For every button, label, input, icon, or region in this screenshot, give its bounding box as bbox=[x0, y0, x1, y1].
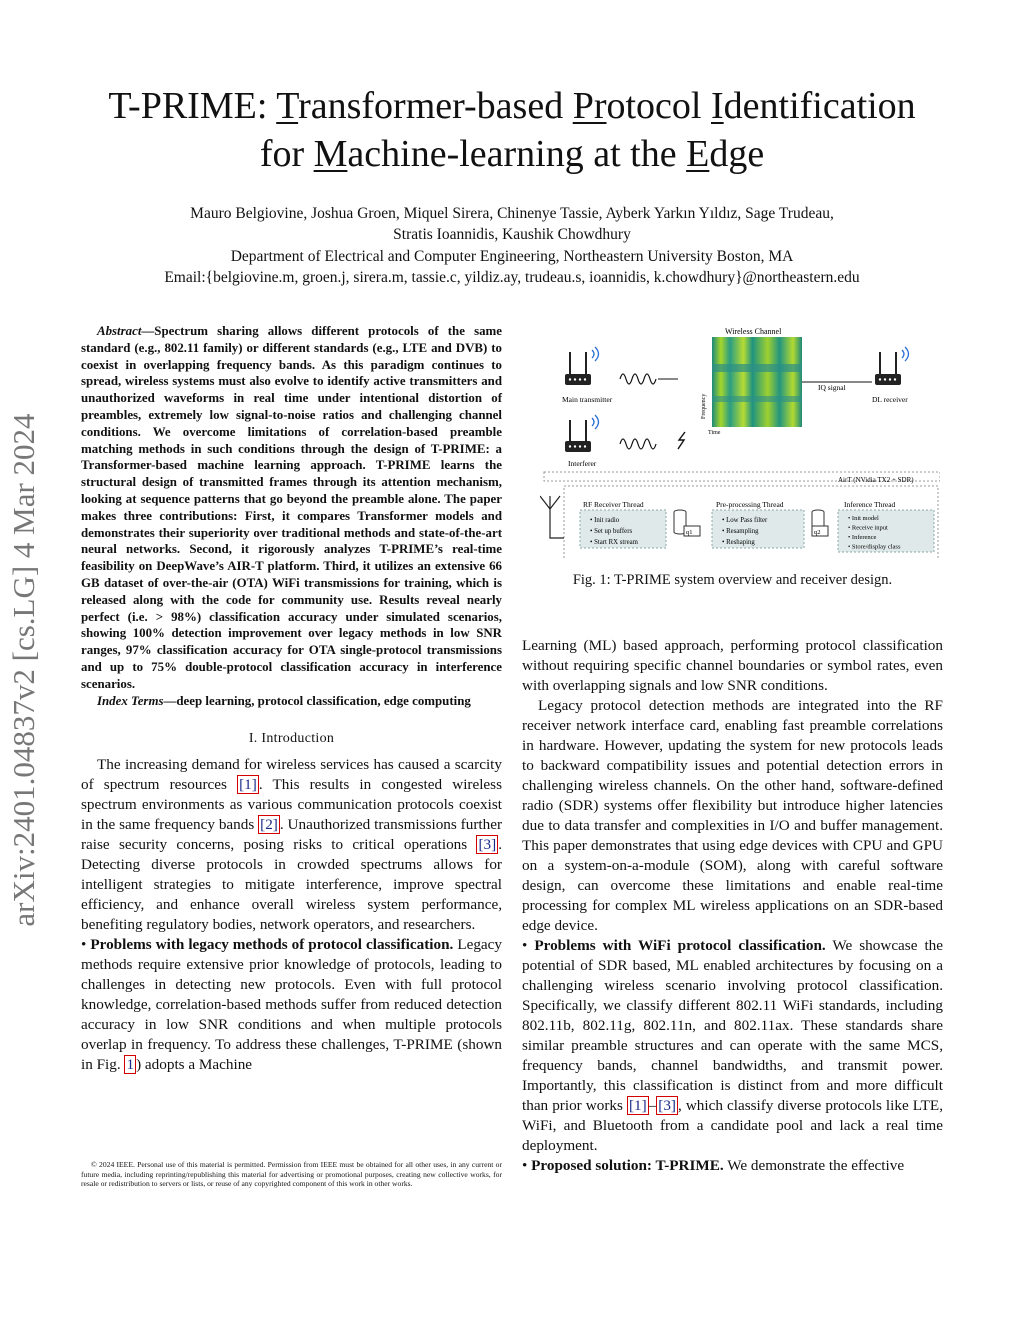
airt-label: AirT (NVidia TX2 + SDR) bbox=[838, 476, 914, 484]
bullet-paragraph bbox=[522, 936, 943, 1156]
thread-item: • Store/display class bbox=[848, 543, 901, 551]
title-text: E bbox=[686, 133, 710, 175]
author-list bbox=[60, 203, 964, 245]
title-text: dge bbox=[709, 133, 765, 175]
left-column bbox=[81, 323, 502, 1075]
paragraph: Legacy protocol detection methods are integrated into the RF receiver network interface card, enabling fast preamble correlations in hardware. However, updating the system for new protocols leads to backward compatibility issues and potential detection errors in challenging wireless channels. On the other hand, software-defined radio (SDR) systems offer flexibility but introduce higher latencies due to data transfer and complexities in I/O and buffer management. This paper demonstrates that using edge devices with CPU and GPU on a system-on-a-module (SOM), along with careful software design, can overcome these limitations and enable real-time processing for complex ML wireless applications on an SDR-based edge device. bbox=[522, 697, 943, 934]
index-terms-text: —deep learning, protocol classification, edge computing bbox=[163, 693, 471, 708]
thread-item: • Init model bbox=[848, 515, 879, 522]
bullet-paragraph bbox=[81, 935, 502, 1075]
affiliation: Department of Electrical and Computer Engineering, Northeastern University Boston, MA bbox=[230, 248, 794, 265]
bullet-heading: Problems with WiFi protocol classification. bbox=[534, 937, 826, 954]
title-text: Pr bbox=[572, 85, 607, 127]
citation-link[interactable]: [1] bbox=[239, 776, 257, 794]
thread-item: • Start RX stream bbox=[590, 539, 638, 546]
bullet-glyph: • bbox=[522, 1157, 528, 1174]
title-line-1 bbox=[60, 82, 964, 130]
email-line: Email:{belgiovine.m, groen.j, sirera.m, tassie.c, yildiz.ay, trudeau.s, ioannidis, k.chowdhury}@northeastern.edu bbox=[164, 269, 860, 286]
paragraph-text: . Unauthorized transmissions further raise security concerns, posing risks to critical operations bbox=[81, 816, 503, 854]
antenna-icon bbox=[540, 496, 564, 538]
copyright-notice bbox=[81, 1160, 502, 1189]
index-terms bbox=[81, 693, 502, 710]
queue-label: q2 bbox=[814, 529, 821, 536]
title-text: M bbox=[313, 133, 348, 175]
author-line: Mauro Belgiovine, Joshua Groen, Miquel Sirera, Chinenye Tassie, Ayberk Yarkın Yıldız, Sage Trudeau, bbox=[190, 205, 834, 222]
citation-link[interactable]: [2] bbox=[260, 816, 278, 834]
citation-link[interactable]: [1] bbox=[628, 1097, 647, 1114]
time-axis-label: Time bbox=[708, 430, 721, 436]
paragraph-text: Legacy methods require extensive prior knowledge of protocols, leading to challenges in detecting new protocols. Even with full protocol knowledge, correlation-based methods suffer from reduced detection accuracy in low SNR conditions and when multiple protocols overlap in frequency. To address these challenges, T-PRIME (shown in Fig. bbox=[81, 936, 503, 1074]
bullet-heading: Proposed solution: T-PRIME. bbox=[531, 1157, 724, 1174]
thread-title: Inference Thread bbox=[844, 500, 896, 509]
router-icon bbox=[875, 347, 909, 385]
queue-label: q1 bbox=[686, 529, 693, 536]
interferer-label: Interferer bbox=[568, 459, 597, 468]
bullet-glyph: • bbox=[522, 937, 528, 954]
title-text: achine-learning at the bbox=[347, 133, 687, 175]
lightning-icon bbox=[678, 432, 685, 449]
figure-caption: Fig. 1: T-PRIME system overview and receiver design. bbox=[572, 572, 893, 588]
index-terms-label: Index Terms bbox=[97, 693, 164, 708]
title-text: T-PRIME: bbox=[108, 85, 277, 127]
title-text: ransformer-based bbox=[298, 85, 573, 127]
title-text: T bbox=[276, 85, 299, 127]
thread-item: • Receive input bbox=[848, 524, 888, 532]
section-heading: I. Introduction bbox=[248, 731, 335, 747]
paragraph-text: . This results in congested wireless spectrum environments as various communication protocols coexist in the same frequency bands bbox=[81, 776, 502, 834]
title-text: otocol bbox=[606, 85, 711, 127]
copyright-text: © 2024 IEEE. Personal use of this material is permitted. Permission from IEEE must be obtained for all other uses, in any current or future media, including reprinting/republishing this material for advertising or promotional purposes, creating new collective works, for resale or redistribution to servers or lists, or reuse of any copyrighted component of this work in other works. bbox=[81, 1160, 502, 1188]
continued-paragraph: Learning (ML) based approach, performing protocol classification without requiring specific channel boundaries or symbol rates, even with overlapping signals and low SNR conditions. bbox=[522, 637, 943, 694]
abstract-text: —Spectrum sharing allows different protocols of the same standard (e.g., 802.11 family) or different standards (e.g., LTE and DVB) to coexist in overlapping frequency bands. As this paradigm continues to spread, wireless systems must also evolve to identify active transmitters and unauthorized waveforms in real time under intentional distortion of preambles, extremely low signal-to-noise ratios and challenging channel conditions. We overcome limitations of correlation-based preamble matching methods in such conditions through the design of T-PRIME: a Transformer-based machine learning approach. T-PRIME learns the structural design of transmitted frames through its attention mechanism, looking at sequence patterns that go beyond the preamble alone. The paper makes three contributions: First, it compares Transformer models and demonstrates their superiority over traditional methods and state-of-the-art neural networks. Second, it rigorously analyzes T-PRIME’s real-time feasibility on DeepWave’s AIR-T platform. Third, it utilizes an extensive 66 GB dataset of over-the-air (OTA) WiFi transmissions for training, which is released along with the code for community use. Results reveal nearly perfect (i.e. > 98%) classification accuracy under simulated scenarios, showing 100% detection improvement over legacy methods in low SNR ranges, 97% classification accuracy for OTA single-protocol transmissions and up to 75% double-protocol classification accuracy in interference scenarios. bbox=[81, 324, 502, 691]
thread-item: • Reshaping bbox=[722, 539, 755, 546]
right-column bbox=[522, 636, 943, 1176]
spectrogram-band bbox=[712, 396, 802, 402]
dl-receiver-label: DL receiver bbox=[872, 395, 908, 404]
abstract bbox=[81, 323, 502, 693]
interference-wave bbox=[620, 439, 656, 449]
figure-link[interactable]: 1 bbox=[126, 1056, 135, 1074]
thread-item: • Inference bbox=[848, 534, 877, 541]
thread-item: • Low Pass filter bbox=[722, 517, 768, 524]
thread-item: • Resampling bbox=[722, 528, 759, 535]
iq-signal-label: IQ signal bbox=[818, 383, 846, 392]
bullet-glyph: • bbox=[81, 936, 87, 954]
citation-link[interactable]: [3] bbox=[478, 836, 497, 854]
thread-title: RF Receiver Thread bbox=[583, 500, 644, 509]
thread-title: Pre-processing Thread bbox=[716, 500, 784, 509]
router-icon bbox=[565, 415, 599, 452]
frequency-axis-label: Frequency bbox=[701, 393, 707, 419]
thread-item: • Init radio bbox=[590, 517, 620, 524]
citation-link[interactable]: [3] bbox=[658, 1097, 676, 1114]
figure-1 bbox=[540, 324, 940, 560]
system-diagram bbox=[540, 324, 940, 560]
wireless-channel-label: Wireless Channel bbox=[725, 327, 782, 336]
title-text: I bbox=[710, 85, 724, 127]
title-text: dentification bbox=[723, 85, 916, 127]
bullet-heading: Problems with legacy methods of protocol classification. bbox=[90, 936, 454, 954]
abstract-label: Abstract bbox=[97, 324, 142, 338]
arxiv-stamp[interactable]: arXiv:2401.04837v2 [cs.LG] 4 Mar 2024 bbox=[6, 413, 41, 927]
bullet-paragraph bbox=[522, 1156, 943, 1176]
paragraph-text: – bbox=[648, 1097, 657, 1114]
signal-wave bbox=[620, 374, 656, 384]
title-line-2 bbox=[60, 130, 964, 178]
paragraph-text: The increasing demand for wireless services has caused a scarcity of spectrum resources bbox=[81, 756, 502, 794]
router-icon bbox=[565, 347, 599, 385]
spectrogram bbox=[712, 337, 802, 427]
intro-paragraph bbox=[81, 755, 502, 935]
paragraph-text: ) adopts a Machine bbox=[136, 1056, 253, 1074]
paper-title bbox=[60, 82, 964, 178]
author-line: Stratis Ioannidis, Kaushik Chowdhury bbox=[393, 226, 631, 243]
main-transmitter-label: Main transmitter bbox=[562, 395, 613, 404]
paragraph-text: We showcase the potential of SDR based, ML enabled architectures by focusing on a challenging wireless scenario involving protocol classification. Specifically, we classify different 802.11 WiFi standards, including 802.11b, 802.11g, 802.11n, and 802.11ax. These standards share similar preamble structures and can operate with the same MCS, frequency bands, channel bandwidths, and transmit power. Importantly, this classification is distinct from and more difficult than prior works bbox=[522, 937, 944, 1114]
paragraph-text: . Detecting diverse protocols in crowded spectrums allows for intelligent strategies to mitigate interference, improve spectral efficiency, and enhance overall wireless system performance, benefiting regulatory bodies, network operators, and researchers. bbox=[81, 836, 502, 934]
spectrogram-band bbox=[712, 364, 802, 372]
title-text: for bbox=[259, 133, 314, 175]
paragraph-text: , which classify diverse protocols like LTE, WiFi, and Bluetooth from a candidate pool and lack a real time deployment. bbox=[522, 1097, 943, 1154]
paragraph-text: We demonstrate the effective bbox=[723, 1157, 905, 1174]
thread-item: • Set up buffers bbox=[590, 528, 633, 535]
